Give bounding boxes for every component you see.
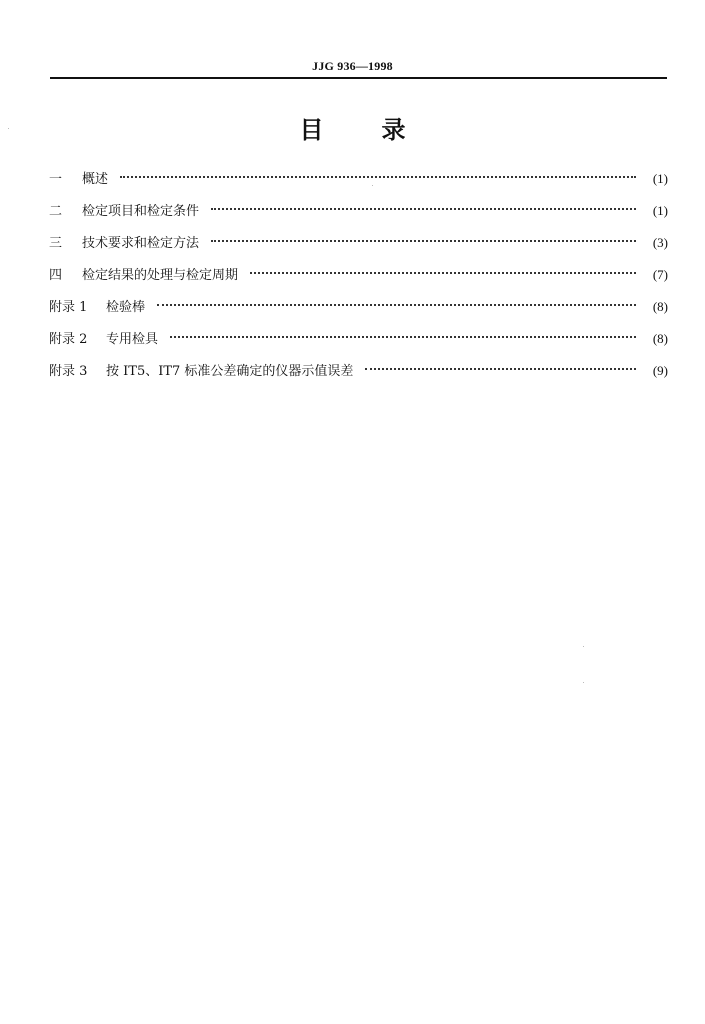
toc-entry-title: 专用检具 — [106, 332, 159, 347]
toc-entry-title: 检定项目和检定条件 — [82, 204, 200, 219]
toc-entry-number: 三 — [49, 236, 63, 251]
toc-entry-title: 技术要求和检定方法 — [82, 236, 200, 251]
toc-entry-page: (8) — [652, 299, 668, 314]
toc-leader-dots — [365, 368, 636, 370]
document-code: JJG 936—1998 — [312, 59, 393, 73]
toc-entry-3[interactable] — [49, 232, 668, 254]
toc-leader-dots — [157, 304, 636, 306]
header-rule — [50, 77, 667, 79]
toc-entry-number: 二 — [49, 204, 63, 219]
toc-entry-number: 四 — [49, 268, 63, 283]
toc-leader-dots — [170, 336, 636, 338]
toc-leader-dots — [211, 240, 636, 242]
toc-entry-appendix-2[interactable] — [49, 328, 668, 350]
toc-leader-dots — [211, 208, 636, 210]
toc-entry-page: (8) — [652, 331, 668, 346]
scan-speck — [8, 128, 9, 129]
toc-entry-title: 概述 — [82, 172, 109, 187]
toc-entry-page: (9) — [652, 363, 668, 378]
scan-speck — [372, 185, 373, 186]
toc-entry-title: 按 IT5、IT7 标准公差确定的仪器示值误差 — [106, 364, 354, 379]
toc-leader-dots — [250, 272, 636, 274]
scan-speck — [583, 682, 584, 683]
toc-entry-page: (7) — [652, 267, 668, 282]
toc-entry-number: 附录 3 — [49, 364, 88, 379]
toc-entry-page: (1) — [652, 203, 668, 218]
scan-speck — [583, 646, 584, 647]
toc-entry-number: 附录 2 — [49, 332, 88, 347]
toc-entry-2[interactable] — [49, 200, 668, 222]
page-title: 目录 — [299, 116, 464, 144]
toc-entry-appendix-3[interactable] — [49, 360, 668, 382]
toc-leader-dots — [120, 176, 636, 178]
toc-entry-number: 附录 1 — [49, 300, 88, 315]
toc-entry-appendix-1[interactable] — [49, 296, 668, 318]
toc-entry-title: 检验棒 — [106, 300, 146, 315]
toc-entry-page: (1) — [652, 171, 668, 186]
toc-entry-number: 一 — [49, 172, 63, 187]
toc-entry-page: (3) — [652, 235, 668, 250]
table-of-contents — [49, 168, 668, 392]
toc-entry-1[interactable] — [49, 168, 668, 190]
toc-entry-4[interactable] — [49, 264, 668, 286]
toc-entry-title: 检定结果的处理与检定周期 — [82, 268, 239, 283]
